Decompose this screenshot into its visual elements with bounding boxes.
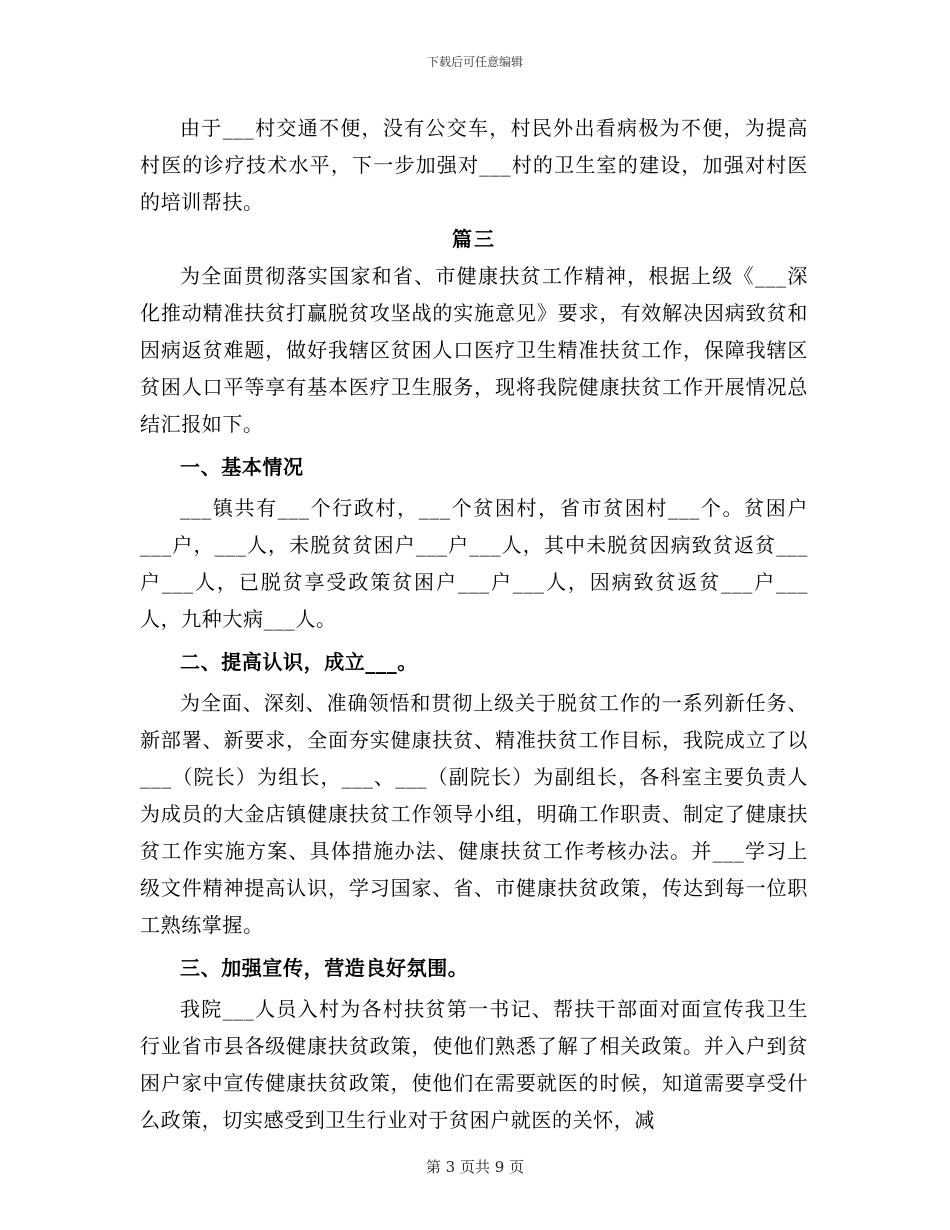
page-number: 第 3 页共 9 页 (425, 1158, 525, 1176)
paragraph-village-transport: 由于___村交通不便，没有公交车，村民外出看病极为不便，为提高村医的诊疗技术水平，下一步加强对___村的卫生室的建设，加强对村医的培训帮扶。 (140, 116, 808, 214)
document-body (140, 110, 808, 1139)
section-title: 篇三 (452, 227, 496, 251)
heading-publicity: 三、加强宣传，营造良好氛围。 (180, 956, 469, 980)
paragraph-publicity: 我院___人员入村为各村扶贫第一书记、帮扶干部面对面宣传我卫生行业省市县各级健康扶贫政策，使他们熟悉了解了相关政策。并入户到贫困户家中宣传健康扶贫政策，使他们在需要就医的时候，知道需要享受什么政策，切实感受到卫生行业对于贫困户就医的关怀，减 (140, 997, 808, 1132)
paragraph-basic-situation: ___镇共有___个行政村，___个贫困村，省市贫困村___个。贫困户___户，___人，未脱贫贫困户___户___人，其中未脱贫因病致贫返贫___户___人，已脱贫享受政策贫困户___户___人，因病致贫返贫___户___人，九种大病___人。 (140, 496, 808, 631)
paragraph-leadership-group: 为全面、深刻、准确领悟和贯彻上级关于脱贫工作的一系列新任务、新部署、新要求，全面夯实健康扶贫、精准扶贫工作目标，我院成立了以___（院长）为组长，___、___（副院长）为副组长，各科室主要负责人为成员的大金店镇健康扶贫工作领导小组，明确工作职责、制定了健康扶贫工作实施方案、具体措施办法、健康扶贫工作考核办法。并___学习上级文件精神提高认识，学习国家、省、市健康扶贫政策，传达到每一位职工熟练掌握。 (140, 691, 808, 937)
page-header-note: 下载后可任意编辑 (426, 55, 523, 69)
paragraph-intro: 为全面贯彻落实国家和省、市健康扶贫工作精神，根据上级《___深化推动精准扶贫打赢脱贫攻坚战的实施意见》要求，有效解决因病致贫和因病返贫难题，做好我辖区贫困人口医疗卫生精准扶贫工作，保障我辖区贫困人口平等享有基本医疗卫生服务，现将我院健康扶贫工作开展情况总结汇报如下。 (140, 264, 808, 436)
heading-raise-awareness: 二、提高认识，成立___。 (180, 650, 418, 674)
heading-basic-situation: 一、基本情况 (180, 455, 304, 479)
